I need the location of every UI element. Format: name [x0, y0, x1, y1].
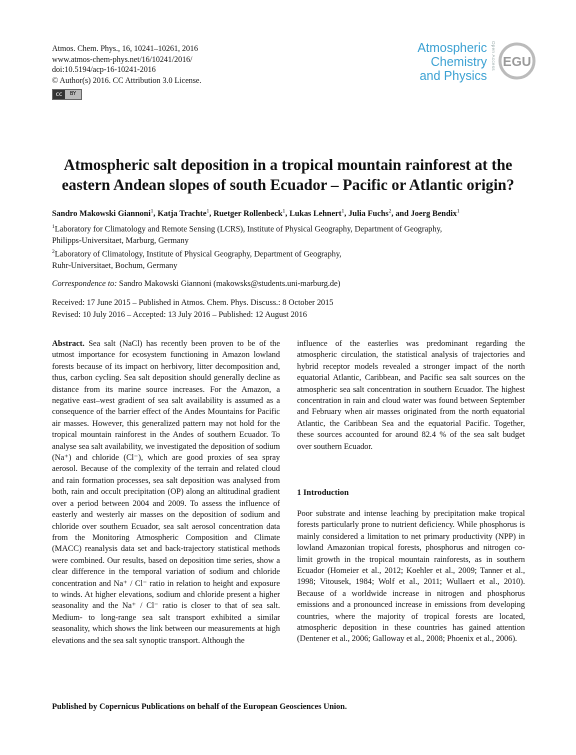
journal-logo	[418, 41, 536, 83]
citation-url-line[interactable]: www.atmos-chem-phys.net/16/10241/2016/	[52, 54, 193, 64]
received-date: Received: 17 June 2015 – Published in Atmos. Chem. Phys. Discuss.: 8 October 2015	[52, 298, 334, 307]
paper-title	[52, 156, 524, 196]
journal-name-line: Chemistry	[430, 55, 487, 69]
author: Julia Fuchs$^2$, and	[348, 208, 411, 218]
introduction-text: Poor substrate and intense leaching by precipitation make tropical forests particularly prone to nutrient deficiency. While phosphorus is mainly considered a limitation to net primary productivity (NPP) in lowland Amazonian tropical forests, phosphorus and nitrogen co-limit growth in the tropical mountain rainforests, as in southern Ecuador (Homeier et al., 2012; Koehler et al., 2009; Tanner et al., 1998; Vitousek, 1984; Wolf et al., 2011; Wullaert et al., 2010). Because of a worldwide increase in nitrogen and phosphorus emissions and a pronounced increase in emissions from developing countries, where the majority of tropical forests are located, atmospheric deposition in these countries has gained attention (Dentener et al., 2006; Galloway et al., 2008; Phoenix et al., 2006).	[297, 509, 525, 644]
journal-name	[418, 41, 487, 83]
citation-doi-line[interactable]: doi:10.5194/acp-16-10241-2016	[52, 65, 156, 75]
correspondence-email[interactable]: Sandro Makowski Giannoni (makowsks@students.uni-marburg.de)	[116, 279, 341, 288]
paper-title-line: eastern Andean slopes of south Ecuador – Pacific or Atlantic origin?	[61, 177, 515, 194]
affiliation: $^2$Laboratory of Climatology, Institute of Physical Geography, Department of Geography, Ruhr-Universitaet, Bochum, Germany	[52, 248, 342, 270]
cc-license-badge[interactable]	[52, 89, 82, 100]
citation-license-line: © Author(s) 2016. CC Attribution 3.0 License.	[52, 75, 202, 85]
journal-name-line: Atmospheric	[417, 41, 487, 55]
author: Lukas Lehnert$^1$,	[289, 208, 349, 218]
abstract-text: Sea salt (NaCl) has recently been proven to be of the utmost importance for ecosystem functioning in Amazon lowland forests because of its impact on herbivory, litter decomposition and, thus, carbon cycling. Sea salt deposition should generally decline as distance from its marine source increases. For the Amazon, a negative east–west gradient of sea salt availability is assumed as a consequence of the barrier effect of the Andes Mountains for Pacific air masses. However, this generalized pattern may not hold for the tropical mountain rainforest in the Andes of southern Ecuador. To analyse sea salt availability, we investigated the deposition of sodium (Na⁺) and chloride (Cl⁻), which are good proxies of sea spray aerosol. Because of the complexity of the terrain and related cloud and rain formation processes, sea salt deposition was analysed from both, rain and occult precipitation (OP) along an altitudinal gradient over a period between 2004 and 2009. To assess the influence of easterly and westerly air masses on the deposition of sodium and chloride over southern Ecuador, sea salt aerosol concentration data from the Monitoring Atmospheric Composition and Climate (MACC) reanalysis data set and back-trajectory statistical methods were combined. Our results, based on deposition time series, show a clear difference in the temporal variation of sodium and chloride concentration and Na⁺ / Cl⁻ ratio in relation to height and exposure to winds. At higher elevations, sodium and chloride present a higher seasonality and the Na⁺ / Cl⁻ ratio is closer to that of sea salt. Medium- to long-range sea salt transport exhibited a similar seasonality, which shows the link between our measurements at high elevations and the sea salt synoptic transport. Although the	[52, 339, 280, 645]
abstract	[52, 338, 280, 646]
publisher-footer: Published by Copernicus Publications on behalf of the European Geosciences Union.	[52, 702, 347, 711]
correspondence-label: Correspondence to:	[52, 279, 117, 288]
egu-logo-icon	[498, 41, 536, 81]
svg-text:EGU: EGU	[502, 54, 532, 69]
paper-title-line: Atmospheric salt deposition in a tropical mountain rainforest at the	[63, 157, 513, 174]
citation-block	[52, 44, 201, 100]
revised-date: Revised: 10 July 2016 – Accepted: 13 July 2016 – Published: 12 August 2016	[52, 309, 307, 319]
section-heading-introduction: 1 Introduction	[297, 488, 349, 497]
author: Sandro Makowski Giannoni$^1$,	[52, 208, 158, 218]
publication-dates	[52, 297, 333, 320]
author: Ruetger Rollenbeck$^1$,	[213, 208, 290, 218]
author: Joerg Bendix$^1$	[410, 208, 460, 218]
correspondence	[52, 279, 340, 288]
author: Katja Trachte$^1$,	[157, 208, 214, 218]
journal-name-line: and Physics	[419, 69, 487, 83]
open-access-label: Open Access	[491, 41, 496, 71]
affiliation: $^1$Laboratory for Climatology and Remote Sensing (LCRS), Institute of Physical Geography, Department of Geography, Philipps-Universitaet, Marburg, Germany	[52, 224, 443, 246]
abstract-label: Abstract.	[52, 339, 85, 348]
by-icon: BY	[65, 90, 81, 99]
abstract-continued: influence of the easterlies was predominant regarding the atmospheric circulation, the statistical analysis of trajectories and hybrid receptor models revealed a stronger impact of the north equatorial Atlantic, Caribbean, and Pacific sea salt sources on the atmospheric sea salt concentration in southern Ecuador. The highest concentration in rain and cloud water was found between September and February when air masses originated from the north equatorial Atlantic, the Caribbean Sea and the equatorial Pacific. Together, these sources accounted for around 82.4 % of the sea salt budget over southern Ecuador.	[297, 339, 525, 451]
cc-icon: cc	[53, 90, 65, 99]
citation-journal-line: Atmos. Chem. Phys., 16, 10241–10261, 2016	[52, 44, 199, 53]
affiliations	[52, 222, 532, 271]
author-list	[52, 206, 532, 219]
